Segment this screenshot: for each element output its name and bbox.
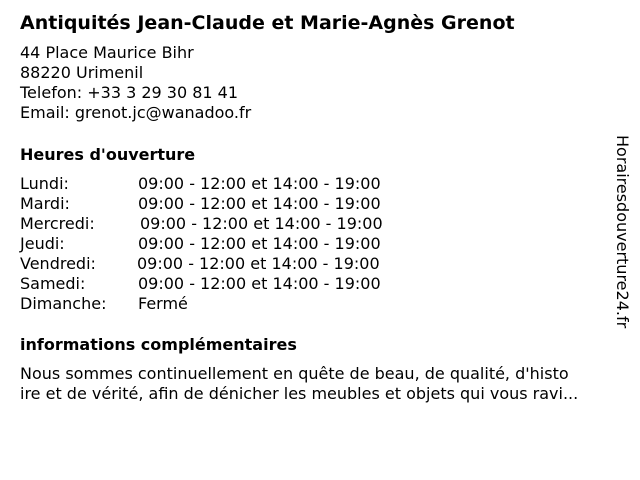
time-value: Fermé xyxy=(138,294,188,313)
hours-heading: Heures d'ouverture xyxy=(20,145,196,164)
description-line: ire et de vérité, afin de dénicher les meubles et objets qui vous ravi... xyxy=(20,384,579,403)
day-label: Vendredi: xyxy=(20,254,96,273)
contact-block xyxy=(20,43,251,123)
address-city: 88220 Urimenil xyxy=(20,63,144,82)
description-text xyxy=(20,364,632,404)
day-label: Jeudi: xyxy=(20,234,65,253)
time-value: 09:00 - 12:00 et 14:00 - 19:00 xyxy=(137,254,380,273)
watermark xyxy=(612,135,632,345)
email-address[interactable]: Email: grenot.jc@wanadoo.fr xyxy=(20,103,252,122)
day-label: Mardi: xyxy=(20,194,70,213)
time-value: 09:00 - 12:00 et 14:00 - 19:00 xyxy=(138,194,381,213)
address-street: 44 Place Maurice Bihr xyxy=(20,43,194,62)
time-value: 09:00 - 12:00 et 14:00 - 19:00 xyxy=(138,174,381,193)
business-name: Antiquités Jean-Claude et Marie-Agnès Grenot xyxy=(20,12,515,34)
day-label: Lundi: xyxy=(20,174,69,193)
day-label: Mercredi: xyxy=(20,214,95,233)
watermark-text: Horairesdouverture24.fr xyxy=(613,135,632,329)
time-value: 09:00 - 12:00 et 14:00 - 19:00 xyxy=(138,234,381,253)
description-line: Nous sommes continuellement en quête de beau, de qualité, d'histo xyxy=(20,364,569,383)
time-value: 09:00 - 12:00 et 14:00 - 19:00 xyxy=(140,214,383,233)
time-value: 09:00 - 12:00 et 14:00 - 19:00 xyxy=(138,274,381,293)
day-label: Dimanche: xyxy=(20,294,107,313)
info-heading: informations complémentaires xyxy=(20,335,297,354)
phone-number[interactable]: Telefon: +33 3 29 30 81 41 xyxy=(20,83,239,102)
day-label: Samedi: xyxy=(20,274,86,293)
